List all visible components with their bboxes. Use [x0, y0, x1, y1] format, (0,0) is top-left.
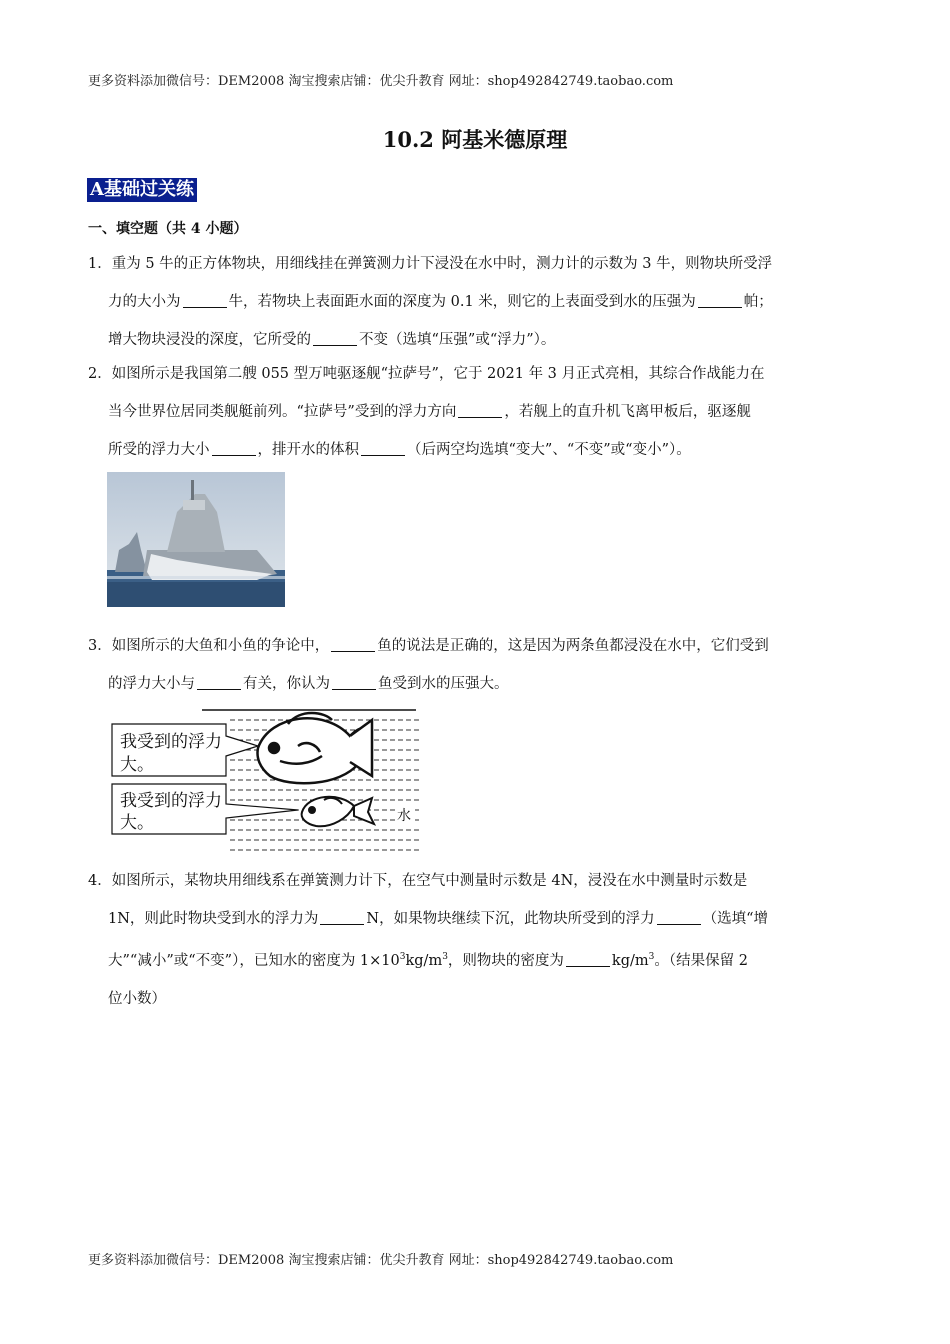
answer-blank[interactable] [332, 673, 376, 690]
page-title: 10.2 阿基米德原理 [382, 127, 568, 152]
section-badge: A基础过关练 [87, 178, 197, 202]
page-footer: 更多资料添加微信号：DEM2008 淘宝搜索店铺：优尖升教育 网址：shop492842749.taobao.com [88, 1253, 674, 1268]
section-heading: 一、填空题（共 4 小题） [88, 221, 248, 237]
answer-blank[interactable] [566, 950, 610, 967]
answer-blank[interactable] [183, 291, 227, 308]
answer-blank[interactable] [331, 635, 375, 652]
bubble-1-line-1: 我受到的浮力 [120, 732, 222, 751]
answer-blank[interactable] [657, 908, 701, 925]
question-1: 1．重为 5 牛的正方体物块，用细线挂在弹簧测力计下浸没在水中时，测力计的示数为 3 牛，则物块所受浮 力的大小为 牛，若物块上表面距水面的深度为 0.1 米，则它的上表面受到水的压强为 帕； 增大物块浸没的深度，它所受的 不变（选填“压强”或“浮力”）。 [88, 256, 773, 348]
big-fish [258, 713, 373, 783]
bubble-2-line-2: 大。 [120, 813, 154, 832]
small-fish [302, 797, 374, 826]
page-header: 更多资料添加微信号：DEM2008 淘宝搜索店铺：优尖升教育 网址：shop492842749.taobao.com [88, 74, 674, 89]
water-label: 水 [397, 807, 411, 823]
destroyer-image [107, 472, 285, 607]
answer-blank[interactable] [320, 908, 364, 925]
question-2: 2．如图所示是我国第二艘 055 型万吨驱逐舰“拉萨号”，它于 2021 年 3 月正式亮相，其综合作战能力在 当今世界位居同类舰艇前列。“拉萨号”受到的浮力方向 ，若舰上的直升机飞离甲板后，驱逐舰 所受的浮力大小 ，排开水的体积 （后两空均选填“变大”、“不变”或“变小”）。 [88, 366, 765, 458]
question-3: 3．如图所示的大鱼和小鱼的争论中， 鱼的说法是正确的，这是因为两条鱼都浸没在水中，它们受到 的浮力大小与 有关，你认为 鱼受到水的压强大。 [88, 627, 878, 703]
answer-blank[interactable] [197, 673, 241, 690]
answer-blank[interactable] [458, 401, 502, 418]
fish-figure [110, 706, 422, 856]
answer-blank[interactable] [361, 439, 405, 456]
bubble-1-line-2: 大。 [120, 755, 154, 774]
answer-blank[interactable] [698, 291, 742, 308]
answer-blank[interactable] [313, 329, 357, 346]
bubble-2-line-1: 我受到的浮力 [120, 791, 222, 810]
question-4: 4．如图所示，某物块用细线系在弹簧测力计下，在空气中测量时示数是 4N，浸没在水中测量时示数是 1N，则此时物块受到水的浮力为 N，如果物块继续下沉，此物块所受到的浮力 （选填“增 大”“减小”或“不变”），已知水的密度为 $1\times 10^3kg/m^3$，则物块的密度为 $kg/m^3$。（结果保留 2 位小数） [88, 873, 769, 1007]
answer-blank[interactable] [212, 439, 256, 456]
